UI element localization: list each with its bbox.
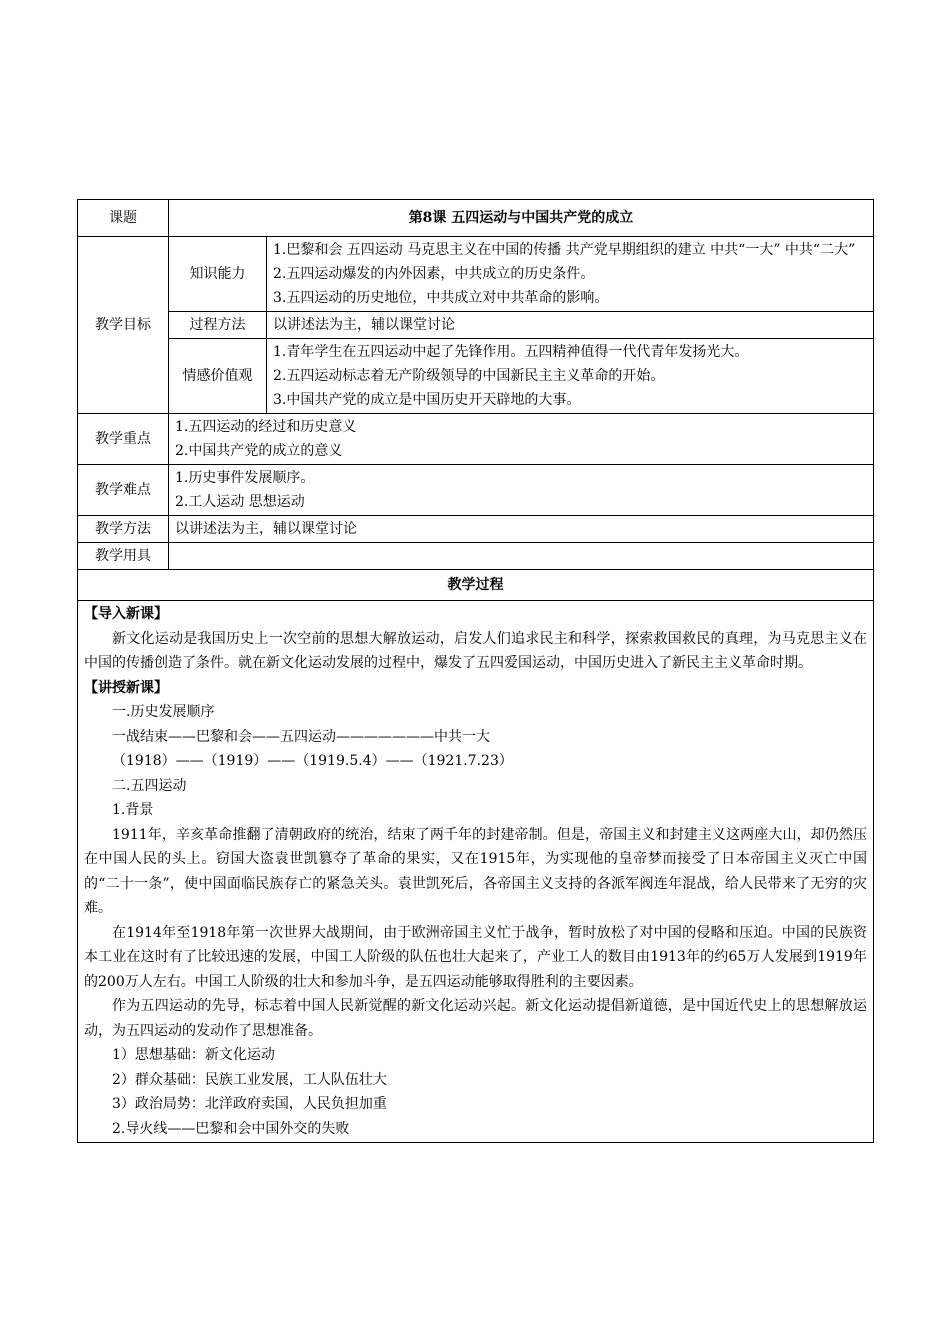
knowledge-label: 知识能力 bbox=[169, 237, 267, 312]
section-1-title: 一.历史发展顺序 bbox=[112, 704, 215, 720]
difficulty-line-1: 1.历史事件发展顺序。 bbox=[175, 470, 315, 486]
knowledge-line-3: 3.五四运动的历史地位，中共成立对中共革命的影响。 bbox=[273, 290, 609, 306]
emotion-label: 情感价值观 bbox=[169, 339, 267, 414]
timeline-events: 一战结束——巴黎和会——五四运动———————中共一大 bbox=[112, 728, 490, 745]
knowledge-row bbox=[78, 237, 874, 312]
difficulty-row bbox=[78, 465, 874, 516]
list-item-1: 1）思想基础：新文化运动 bbox=[112, 1047, 275, 1063]
topic-value: 第8课 五四运动与中国共产党的成立 bbox=[169, 200, 874, 237]
difficulty-content bbox=[169, 465, 874, 516]
subsection-2-title: 2.导火线——巴黎和会中国外交的失败 bbox=[112, 1120, 350, 1137]
key-line-2: 2.中国共产党的成立的意义 bbox=[175, 443, 343, 459]
process-row bbox=[78, 312, 874, 339]
timeline-dates: （1918）——（1919）——（1919.5.4）——（1921.7.23） bbox=[112, 753, 513, 769]
method-row bbox=[78, 516, 874, 543]
intro-text: 新文化运动是我国历史上一次空前的思想大解放运动，启发人们追求民主和科学，探索救国救民的真理，为马克思主义在中国的传播创造了条件。就在新文化运动发展的过程中，爆发了五四爱国运动，中国历史进入了新民主主义革命时期。 bbox=[84, 630, 867, 671]
emotion-row bbox=[78, 339, 874, 414]
difficulty-label: 教学难点 bbox=[78, 465, 169, 516]
knowledge-content bbox=[267, 237, 874, 312]
method-value: 以讲述法为主，辅以课堂讨论 bbox=[169, 516, 874, 543]
tools-row bbox=[78, 543, 874, 570]
process-value: 以讲述法为主，辅以课堂讨论 bbox=[267, 312, 874, 339]
teach-heading: 【讲授新课】 bbox=[84, 679, 168, 696]
key-line-1: 1.五四运动的经过和历史意义 bbox=[175, 419, 357, 435]
background-paragraph-2: 在1914年至1918年第一次世界大战期间，由于欧洲帝国主义忙于战争，暂时放松了对中国的侵略和压迫。中国的民族资本工业在这时有了比较迅速的发展，中国工人阶级的队伍也壮大起来了，产业工人的数目由1913年的约65万人发展到1919年的200万人左右。中国工人阶级的壮大和参加斗争，是五四运动能够取得胜利的主要因素。 bbox=[84, 924, 867, 990]
key-content bbox=[169, 414, 874, 465]
body-row bbox=[78, 601, 874, 1143]
emotion-line-3: 3.中国共产党的成立是中国历史开天辟地的大事。 bbox=[273, 392, 581, 408]
list-item-3: 3）政治局势：北洋政府卖国，人民负担加重 bbox=[112, 1096, 387, 1112]
topic-row bbox=[78, 200, 874, 237]
key-label: 教学重点 bbox=[78, 414, 169, 465]
difficulty-line-2: 2.工人运动 思想运动 bbox=[175, 494, 305, 510]
key-points-row bbox=[78, 414, 874, 465]
intro-heading: 【导入新课】 bbox=[84, 606, 168, 622]
background-paragraph-1: 1911年，辛亥革命推翻了清朝政府的统治，结束了两千年的封建帝制。但是，帝国主义和封建主义这两座大山，却仍然压在中国人民的头上。窃国大盗袁世凯篡夺了革命的果实，又在1915年，为实现他的皇帝梦而接受了日本帝国主义灭亡中国的“二十一条”，使中国面临民族存亡的紧急关头。袁世凯死后，各帝国主义支持的各派军阀连年混战，给人民带来了无穷的灾难。 bbox=[84, 826, 867, 916]
process-label: 过程方法 bbox=[169, 312, 267, 339]
tools-value bbox=[169, 543, 874, 570]
tools-label: 教学用具 bbox=[78, 543, 169, 570]
emotion-line-2: 2.五四运动标志着无产阶级领导的中国新民主主义革命的开始。 bbox=[273, 368, 665, 384]
section-2-title: 二.五四运动 bbox=[112, 777, 187, 794]
lesson-body bbox=[78, 601, 874, 1143]
background-paragraph-3: 作为五四运动的先导，标志着中国人民新觉醒的新文化运动兴起。新文化运动提倡新道德，是中国近代史上的思想解放运动，为五四运动的发动作了思想准备。 bbox=[84, 998, 867, 1039]
lesson-plan-table bbox=[77, 199, 874, 1143]
method-label: 教学方法 bbox=[78, 516, 169, 543]
list-item-2: 2）群众基础：民族工业发展，工人队伍壮大 bbox=[112, 1071, 387, 1088]
knowledge-line-1: 1.巴黎和会 五四运动 马克思主义在中国的传播 共产党早期组织的建立 中共“一大” 中共“二大” bbox=[273, 242, 856, 258]
knowledge-line-2: 2.五四运动爆发的内外因素，中共成立的历史条件。 bbox=[273, 266, 595, 282]
process-header-row bbox=[78, 570, 874, 601]
goals-label: 教学目标 bbox=[78, 237, 169, 414]
emotion-line-1: 1.青年学生在五四运动中起了先锋作用。五四精神值得一代代青年发扬光大。 bbox=[273, 344, 749, 360]
emotion-content bbox=[267, 339, 874, 414]
topic-label: 课题 bbox=[78, 200, 169, 237]
process-header: 教学过程 bbox=[78, 570, 874, 601]
subsection-1-title: 1.背景 bbox=[112, 802, 154, 818]
